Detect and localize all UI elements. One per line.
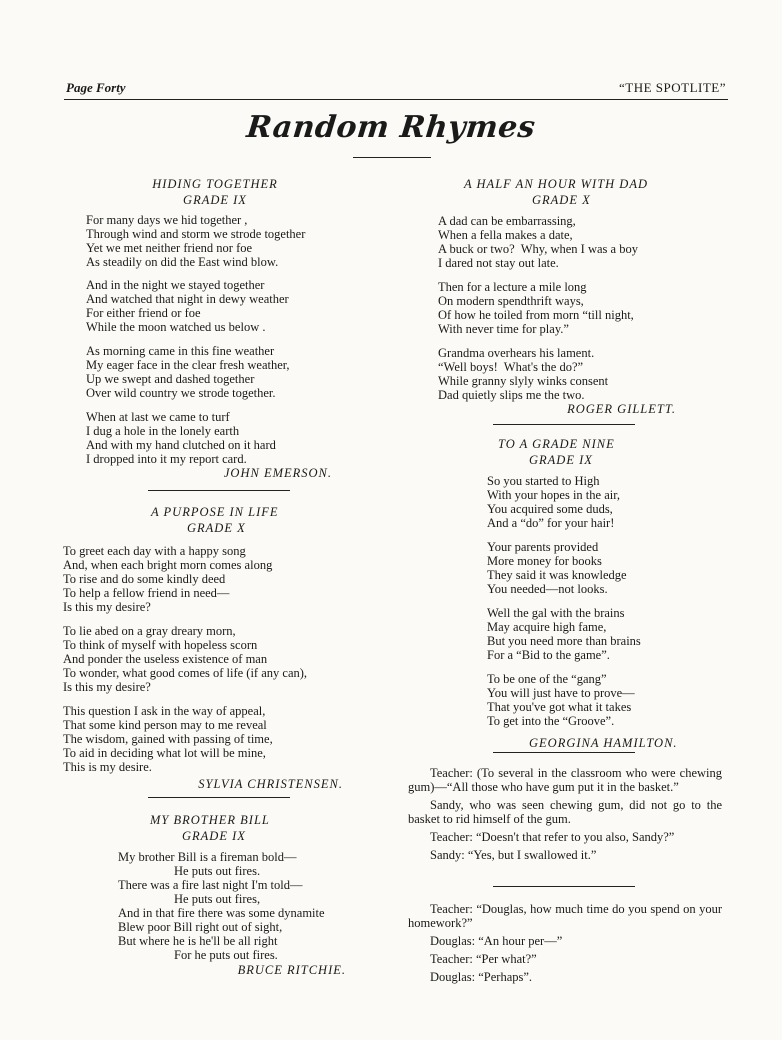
verse-line: Of how he toiled from morn “till night, bbox=[438, 308, 634, 322]
verse-line: And in that fire there was some dynamite bbox=[118, 906, 325, 920]
verse-line: Yet we met neither friend nor foe bbox=[86, 241, 253, 255]
poem-title: TO A GRADE NINE bbox=[498, 437, 615, 451]
poem-grade: GRADE X bbox=[187, 521, 246, 535]
verse-line: While granny slyly winks consent bbox=[438, 374, 609, 388]
verse-line: To lie abed on a gray dreary morn, bbox=[63, 624, 236, 638]
verse-line: Dad quietly slips me the two. bbox=[438, 388, 585, 402]
poem-grade: GRADE IX bbox=[182, 829, 246, 843]
joke-paragraph: Sandy, who was seen chewing gum, did not go to the basket to rid himself of the gum. bbox=[408, 798, 722, 826]
stanza bbox=[438, 214, 708, 270]
verse-line: Is this my desire? bbox=[63, 680, 151, 694]
poem-grade: GRADE X bbox=[532, 193, 591, 207]
section-divider bbox=[493, 752, 635, 753]
joke-paragraph: Teacher: “Douglas, how much time do you spend on your homework?” bbox=[408, 902, 722, 930]
verse-line: May acquire high fame, bbox=[487, 620, 607, 634]
poem-author: BRUCE RITCHIE. bbox=[237, 963, 346, 977]
verse-line: For either friend or foe bbox=[86, 306, 201, 320]
verse-line: There was a fire last night I'm told— bbox=[118, 878, 303, 892]
verse-line: You will just have to prove— bbox=[487, 686, 635, 700]
joke-paragraph: Teacher: “Doesn't that refer to you also, Sandy?” bbox=[430, 830, 675, 844]
section-divider bbox=[493, 886, 635, 887]
verse-line: And a “do” for your hair! bbox=[487, 516, 615, 530]
verse-line: For he puts out fires. bbox=[174, 948, 278, 962]
verse-line: You acquired some duds, bbox=[487, 502, 613, 516]
verse-line: That some kind person may to me reveal bbox=[63, 718, 267, 732]
verse-line: To be one of the “gang” bbox=[487, 672, 607, 686]
stanza bbox=[487, 672, 717, 728]
verse-line: Your parents provided bbox=[487, 540, 599, 554]
verse-line: A dad can be embarrassing, bbox=[438, 214, 576, 228]
poem-author: SYLVIA CHRISTENSEN. bbox=[198, 777, 343, 791]
poem-hiding-together bbox=[86, 176, 358, 480]
verse-line: With your hopes in the air, bbox=[487, 488, 620, 502]
stanza bbox=[63, 704, 373, 774]
poem-title: A HALF AN HOUR WITH DAD bbox=[464, 177, 648, 191]
joke-homework bbox=[408, 902, 722, 984]
verse-line: That you've got what it takes bbox=[487, 700, 632, 714]
poem-author: GEORGINA HAMILTON. bbox=[529, 736, 678, 750]
page-title: Random Rhymes bbox=[244, 110, 538, 145]
stanza bbox=[63, 624, 373, 694]
joke-paragraph: Teacher: (To several in the classroom who were chewing gum)—“All those who have gum put it in the basket.” bbox=[408, 766, 722, 794]
header-rule bbox=[64, 99, 728, 100]
poem-my-brother-bill bbox=[118, 812, 378, 977]
stanza bbox=[438, 346, 708, 402]
verse-line: On modern spendthrift ways, bbox=[438, 294, 584, 308]
verse-line: He puts out fires, bbox=[174, 892, 261, 906]
verse-line: And with my hand clutched on it hard bbox=[86, 438, 276, 452]
stanza bbox=[86, 410, 358, 466]
joke-chewing-gum bbox=[408, 766, 722, 862]
poem-grade: GRADE IX bbox=[529, 453, 593, 467]
poem-title: HIDING TOGETHER bbox=[152, 177, 278, 191]
verse-line: But you need more than brains bbox=[487, 634, 641, 648]
verse-line: For a “Bid to the game”. bbox=[487, 648, 610, 662]
verse-line: I dug a hole in the lonely earth bbox=[86, 424, 240, 438]
stanza bbox=[487, 474, 717, 530]
verse-line: Blew poor Bill right out of sight, bbox=[118, 920, 283, 934]
poem-title: A PURPOSE IN LIFE bbox=[151, 505, 279, 519]
verse-line: Well the gal with the brains bbox=[487, 606, 625, 620]
page-number: Page Forty bbox=[66, 80, 126, 95]
poem-half-hour-with-dad bbox=[438, 176, 708, 416]
poem-to-a-grade-nine bbox=[487, 436, 717, 750]
verse-line: And watched that night in dewy weather bbox=[86, 292, 289, 306]
poem-title: MY BROTHER BILL bbox=[150, 813, 270, 827]
verse-line: But where he is he'll be all right bbox=[118, 934, 278, 948]
verse-line: “Well boys! What's the do?” bbox=[438, 360, 584, 374]
verse-line: To help a fellow friend in need— bbox=[63, 586, 230, 600]
verse-line: With never time for play.” bbox=[438, 322, 569, 336]
verse-line: To wonder, what good comes of life (if any can), bbox=[63, 666, 308, 680]
joke-paragraph: Teacher: “Per what?” bbox=[430, 952, 537, 966]
verse-line: And, when each bright morn comes along bbox=[63, 558, 273, 572]
verse-line: Over wild country we strode together. bbox=[86, 386, 276, 400]
stanza bbox=[86, 344, 358, 400]
stanza bbox=[487, 540, 717, 596]
verse-line: To aid in deciding what lot will be mine, bbox=[63, 746, 266, 760]
verse-line: Is this my desire? bbox=[63, 600, 151, 614]
verse-line: This question I ask in the way of appeal, bbox=[63, 704, 266, 718]
verse-line: When a fella makes a date, bbox=[438, 228, 573, 242]
verse-line: I dropped into it my report card. bbox=[86, 452, 247, 466]
poem-author: ROGER GILLETT. bbox=[567, 402, 676, 416]
verse-line: And ponder the useless existence of man bbox=[63, 652, 268, 666]
verse-line: They said it was knowledge bbox=[487, 568, 627, 582]
verse-line: This is my desire. bbox=[63, 760, 152, 774]
verse-line: To get into the “Groove”. bbox=[487, 714, 615, 728]
verse-line: Through wind and storm we strode together bbox=[86, 227, 306, 241]
verse-line: When at last we came to turf bbox=[86, 410, 230, 424]
verse-line: And in the night we stayed together bbox=[86, 278, 265, 292]
verse-line: To rise and do some kindly deed bbox=[63, 572, 226, 586]
verse-line: You needed—not looks. bbox=[487, 582, 608, 596]
verse-line: To think of myself with hopeless scorn bbox=[63, 638, 258, 652]
title-underline bbox=[353, 157, 431, 158]
verse-line: A buck or two? Why, when I was a boy bbox=[438, 242, 638, 256]
verse-line: To greet each day with a happy song bbox=[63, 544, 246, 558]
joke-paragraph: Douglas: “An hour per—” bbox=[430, 934, 563, 948]
poem-grade: GRADE IX bbox=[183, 193, 247, 207]
verse-line: He puts out fires. bbox=[174, 864, 261, 878]
stanza bbox=[487, 606, 717, 662]
stanza bbox=[63, 544, 373, 614]
verse-line: While the moon watched us below . bbox=[86, 320, 266, 334]
verse-line: My brother Bill is a fireman bold— bbox=[118, 850, 297, 864]
poem-author: JOHN EMERSON. bbox=[223, 466, 332, 480]
stanza bbox=[86, 278, 358, 334]
poem-purpose-in-life bbox=[63, 504, 373, 791]
section-divider bbox=[148, 490, 290, 491]
verse-line: Then for a lecture a mile long bbox=[438, 280, 587, 294]
verse-line: More money for books bbox=[487, 554, 602, 568]
verse-line: As steadily on did the East wind blow. bbox=[86, 255, 279, 269]
section-divider bbox=[493, 424, 635, 425]
verse-line: For many days we hid together , bbox=[86, 213, 248, 227]
verse-line: As morning came in this fine weather bbox=[86, 344, 275, 358]
verse-line: Up we swept and dashed together bbox=[86, 372, 255, 386]
verse-line: Grandma overhears his lament. bbox=[438, 346, 595, 360]
publication-name: “THE SPOTLITE” bbox=[618, 80, 726, 95]
stanza bbox=[86, 213, 358, 269]
verse-line: The wisdom, gained with passing of time, bbox=[63, 732, 273, 746]
section-divider bbox=[148, 797, 290, 798]
verse-line: I dared not stay out late. bbox=[438, 256, 559, 270]
verse-line: So you started to High bbox=[487, 474, 600, 488]
stanza bbox=[438, 280, 708, 336]
joke-paragraph: Sandy: “Yes, but I swallowed it.” bbox=[430, 848, 597, 862]
verse-line: My eager face in the clear fresh weather, bbox=[86, 358, 290, 372]
joke-paragraph: Douglas: “Perhaps”. bbox=[430, 970, 533, 984]
